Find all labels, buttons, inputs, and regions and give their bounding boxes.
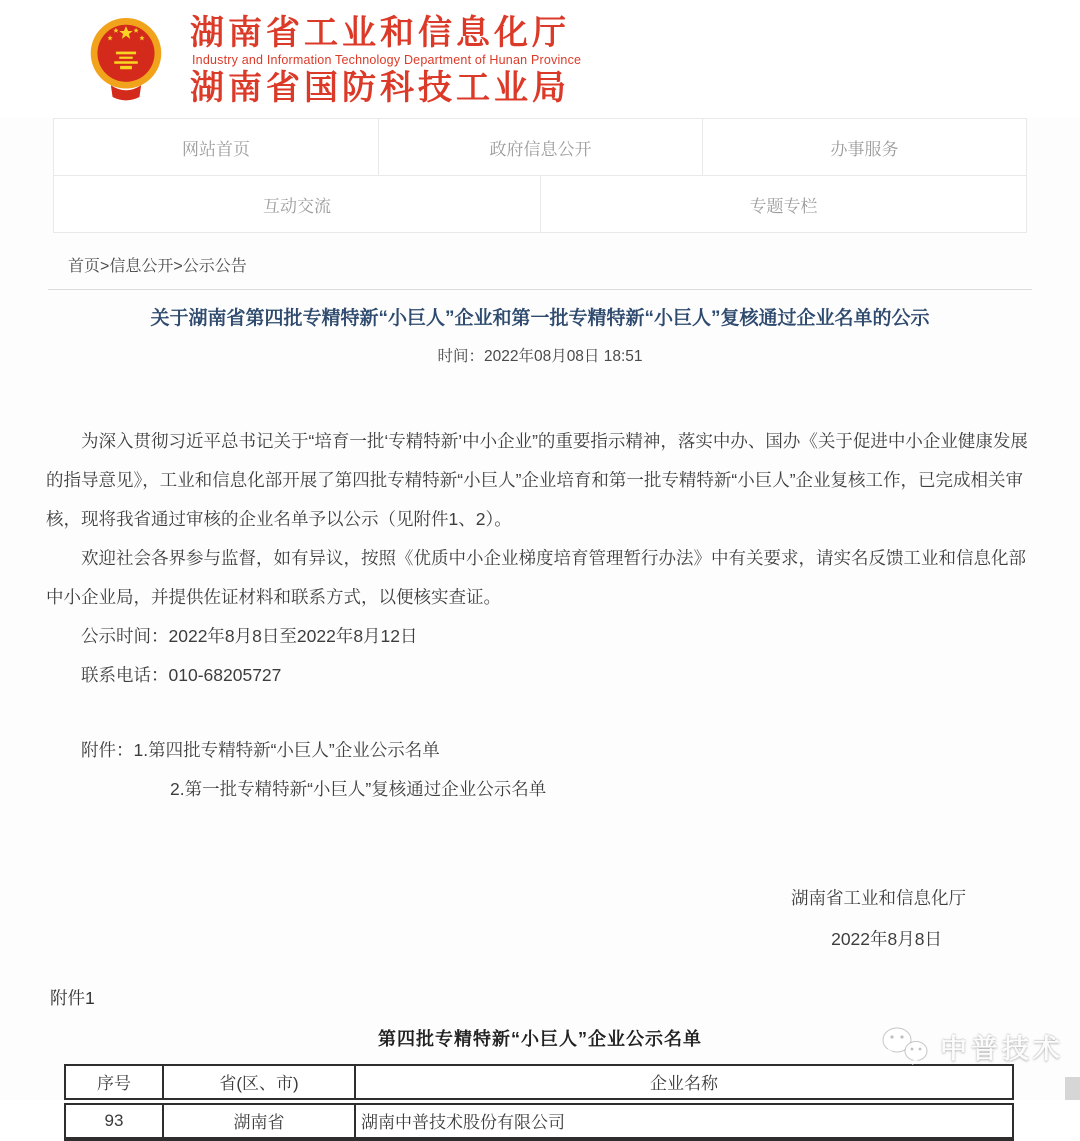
watermark-text: 中普技术 (940, 1033, 1064, 1064)
scrollbar-thumb[interactable] (1065, 1077, 1080, 1100)
national-emblem-icon (84, 12, 168, 108)
nav-item-services[interactable]: 办事服务 (702, 119, 1026, 175)
attachment-item-1: 附件：1.第四批专精特新“小巨人”企业公示名单 (81, 739, 440, 760)
column-header-province: 省(区、市) (163, 1065, 355, 1102)
publish-time: 时间：2022年08月08日 18:51 (437, 347, 643, 365)
column-header-company: 企业名称 (355, 1065, 1013, 1102)
org-name-en: Industry and Information Technology Department of Hunan Province (192, 53, 582, 68)
nav-item-gov-info[interactable]: 政府信息公开 (378, 119, 702, 175)
main-nav (53, 118, 1027, 233)
site-header (0, 0, 1080, 118)
annex-table (64, 1064, 1014, 1141)
cell-province: 湖南省 (163, 1101, 355, 1139)
nav-item-special-columns[interactable]: 专题专栏 (540, 176, 1026, 232)
paragraph-1: 为深入贯彻习近平总书记关于“培育一批‘专精特新’中小企业”的重要指示精神，落实中办、国办《关于促进中小企业健康发展的指导意见》，工业和信息化部开展了第四批专精特新“小巨人”企业培育和第一批专精特新“小巨人”企业复核工作，已完成相关审核，现将我省通过审核的企业名单予以公示（见附件1、2）。 (46, 430, 1028, 529)
cell-company: 湖南中普技术股份有限公司 (355, 1101, 1013, 1139)
org-title-block (190, 12, 581, 107)
signature-date: 2022年8月8日 (831, 928, 942, 949)
org-name-cn-1: 湖南省工业和信息化厅 (190, 14, 570, 52)
org-name-cn-2: 湖南省国防科技工业局 (190, 69, 570, 108)
cell-index: 93 (65, 1101, 163, 1139)
page-title: 关于湖南省第四批专精特新“小巨人”企业和第一批专精特新“小巨人”复核通过企业名单的公示 (150, 308, 930, 329)
paragraph-2: 欢迎社会各界参与监督，如有异议，按照《优质中小企业梯度培育管理暂行办法》中有关要求，请实名反馈工业和信息化部中小企业局，并提供佐证材料和联系方式，以便核实查证。 (46, 547, 1026, 607)
attachment-item-2: 2.第一批专精特新“小巨人”复核通过企业公示名单 (170, 778, 547, 799)
table-row (65, 1101, 1013, 1139)
signature-block (46, 879, 1034, 959)
annex-label: 附件1 (50, 987, 95, 1008)
nav-item-home[interactable]: 网站首页 (54, 119, 378, 175)
breadcrumb[interactable]: 首页>信息公开>公示公告 (48, 233, 1032, 290)
table-header-row (65, 1065, 1013, 1102)
annex-table-title: 第四批专精特新“小巨人”企业公示名单 (378, 1028, 702, 1049)
nav-item-interaction[interactable]: 互动交流 (54, 176, 540, 232)
contact-phone: 联系电话：010-68205727 (81, 664, 282, 685)
publicity-period: 公示时间：2022年8月8日至2022年8月12日 (81, 625, 418, 646)
column-header-index: 序号 (65, 1065, 163, 1102)
attachments-block (46, 731, 1034, 809)
nav-row-1 (54, 119, 1026, 175)
article-body (46, 422, 1034, 959)
nav-row-2 (54, 175, 1026, 232)
signature-org: 湖南省工业和信息化厅 (791, 887, 966, 908)
